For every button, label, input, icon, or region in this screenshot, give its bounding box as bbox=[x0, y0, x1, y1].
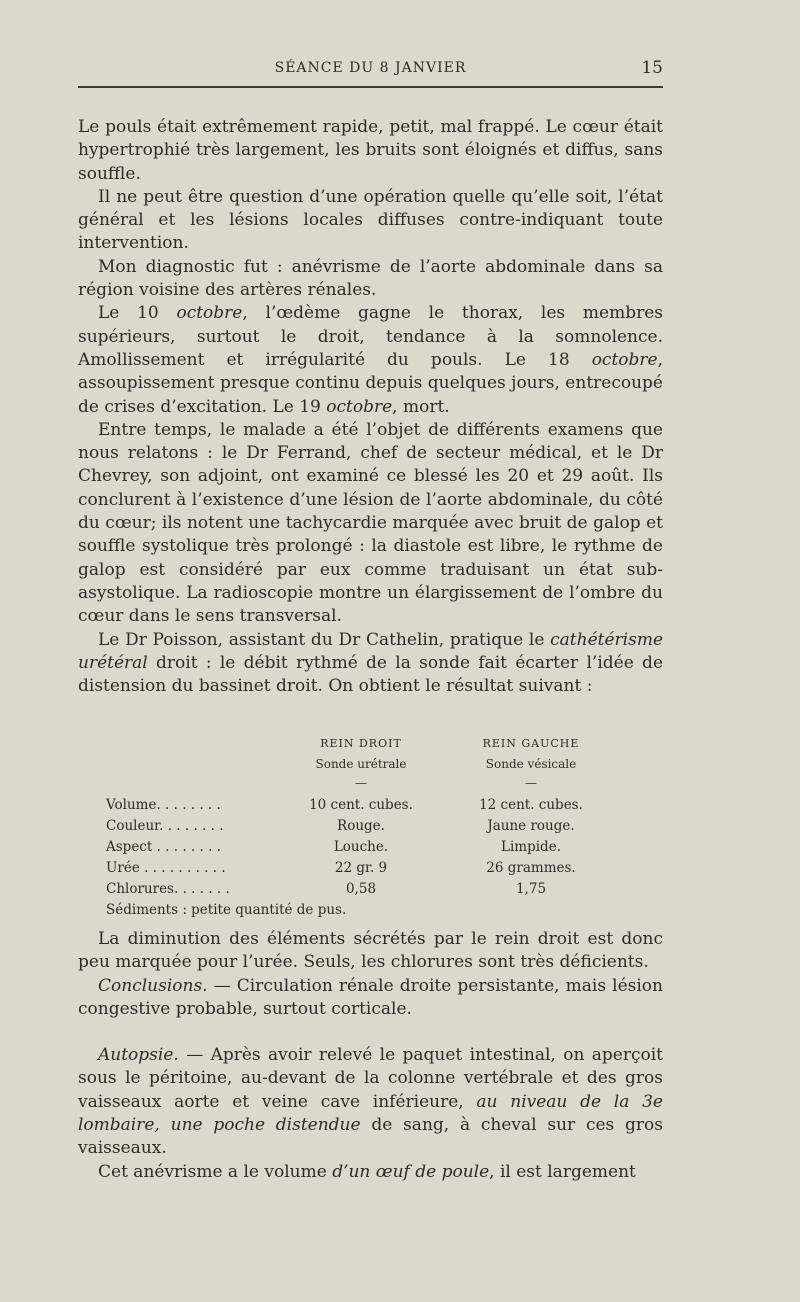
page-number: 15 bbox=[641, 58, 663, 78]
table-row bbox=[106, 879, 626, 900]
cell-left: Limpide. bbox=[501, 839, 561, 855]
italic-run: d’un œuf de poule bbox=[332, 1161, 490, 1182]
column-header-left-kidney bbox=[456, 733, 606, 791]
text-run: , l’œdème gagne le thorax, les membres supérieurs, surtout le droit, tendance à la somnolence. Amollissement et irrégularité du pouls. Le 18 bbox=[78, 303, 663, 370]
table-row bbox=[106, 816, 626, 837]
text-run: Cet anévrisme a le volume bbox=[98, 1161, 333, 1182]
results-table bbox=[106, 733, 626, 921]
row-label: Volume. . . . . . . . bbox=[106, 797, 221, 813]
text-run: , assoupissement presque continu depuis quelques jours, entrecoupé de crises d’excitation. Le 19 bbox=[78, 349, 663, 417]
paragraph-catheterism bbox=[78, 629, 663, 699]
header-title: SÉANCE DU 8 JANVIER bbox=[274, 60, 467, 76]
paragraph-dates bbox=[78, 302, 663, 418]
italic-run: octobre bbox=[176, 303, 243, 324]
table-row bbox=[106, 837, 626, 858]
text-run: Le Dr Poisson, assistant du Dr Cathelin, pratique le bbox=[98, 629, 551, 650]
cell-right: 22 gr. 9 bbox=[334, 860, 388, 876]
paragraph: Mon diagnostic fut : anévrisme de l’aorte abdominale dans sa région voisine des artères rénales. bbox=[78, 256, 663, 301]
cell-right: 0,58 bbox=[345, 881, 377, 897]
italic-run: octobre bbox=[326, 396, 393, 417]
paragraph-conclusions bbox=[78, 975, 663, 1022]
cell-right: 10 cent. cubes. bbox=[309, 797, 413, 813]
main-text bbox=[78, 116, 663, 698]
paragraph-autopsy bbox=[78, 1044, 663, 1160]
cell-left: 1,75 bbox=[515, 881, 547, 897]
table-row-sediments bbox=[106, 900, 626, 921]
column-title: REIN DROIT bbox=[320, 737, 402, 750]
cell-left: 12 cent. cubes. bbox=[479, 797, 583, 813]
cell-right: Rouge. bbox=[337, 818, 385, 834]
text-run: — Circulation rénale droite persistante, mais lésion congestive probable, surtout corticale. bbox=[78, 975, 663, 1019]
italic-run: au niveau de la 3e lombaire, une poche distendue bbox=[78, 1091, 663, 1136]
column-subtitle: Sonde vésicale bbox=[485, 757, 577, 771]
paragraph: La diminution des éléments sécrétés par le rein droit est donc peu marquée pour l’urée. Seuls, les chlorures sont très déficients. bbox=[78, 929, 663, 973]
text-run: , il est largement bbox=[489, 1161, 636, 1182]
row-label: Sédiments : petite quantité de pus. bbox=[106, 902, 347, 918]
running-header bbox=[78, 60, 663, 88]
after-table-text bbox=[78, 928, 663, 1184]
table-header bbox=[106, 733, 626, 795]
row-label: Aspect . . . . . . . . bbox=[106, 839, 221, 855]
paragraph: Entre temps, le malade a été l’objet de différents examens que nous relatons : le Dr Ferrand, chef de secteur médical, et le Dr Chevrey, son adjoint, ont examiné ce blessé les 20 et 29 août. Ils conclurent à l’existence d’une lésion de l’aorte abdominale, du côté du cœur; ils notent une tachycardie marquée avec bruit de galop et souffle systolique très prolongé : la diastole est libre, le rythme de galop est considéré par eux comme traduisant un état sub-asystolique. La radioscopie montre un élargissement de l’ombre du cœur dans le sens transversal. bbox=[78, 419, 663, 627]
cell-left: 26 grammes. bbox=[486, 860, 576, 876]
text-run: droit : le débit rythmé de la sonde fait écarter l’idée de distension du bassinet droit. On obtient le résultat suivant : bbox=[78, 652, 663, 697]
column-title: REIN GAUCHE bbox=[482, 737, 580, 750]
text-run: de sang, à cheval sur ces gros vaisseaux. bbox=[78, 1115, 664, 1159]
row-label: Couleur. . . . . . . . bbox=[106, 818, 224, 834]
table-row bbox=[106, 858, 626, 879]
row-label: Chlorures. . . . . . . bbox=[106, 881, 230, 897]
cell-left: Jaune rouge. bbox=[487, 818, 575, 834]
italic-run: Conclusions. bbox=[98, 975, 208, 996]
italic-run: octobre bbox=[591, 349, 658, 370]
row-label: Urée . . . . . . . . . . bbox=[106, 860, 226, 876]
text-run: , mort. bbox=[392, 396, 450, 417]
column-dash: — bbox=[525, 776, 537, 790]
paragraph: Le pouls était extrêmement rapide, petit, mal frappé. Le cœur était hypertrophié très largement, les bruits sont éloignés et diffus, sans souffle. bbox=[78, 117, 663, 184]
cell-right: Louche. bbox=[333, 839, 389, 855]
column-subtitle: Sonde urétrale bbox=[315, 757, 407, 771]
paragraph: Il ne peut être question d’une opération quelle qu’elle soit, l’état général et les lésions locales diffuses contre-indiquant toute intervention. bbox=[78, 186, 663, 254]
text-run: — Après avoir relevé le paquet intestinal, on aperçoit sous le péritoine, au-devant de la colonne vertébrale et des gros vaisseaux aorte et veine cave inférieure, bbox=[78, 1045, 663, 1112]
italic-run: cathétérisme urétéral bbox=[78, 629, 663, 673]
text-run: Le 10 bbox=[98, 303, 177, 324]
column-header-right-kidney bbox=[286, 733, 436, 791]
column-dash: — bbox=[355, 776, 367, 790]
table-row bbox=[106, 795, 626, 816]
italic-run: Autopsie. bbox=[98, 1045, 179, 1066]
paragraph bbox=[78, 1161, 663, 1184]
